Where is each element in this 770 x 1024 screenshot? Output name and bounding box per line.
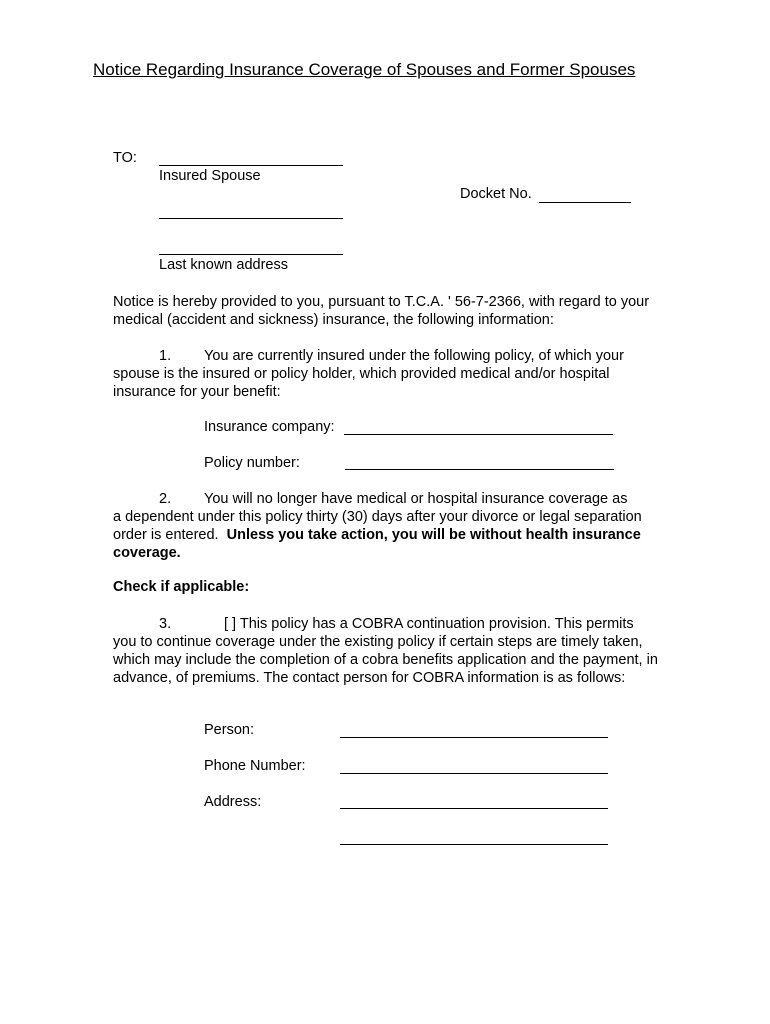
- address-line-1[interactable]: [159, 218, 343, 219]
- policy-number-line[interactable]: [345, 469, 614, 470]
- to-label: TO:: [113, 150, 137, 166]
- last-address-label: Last known address: [159, 257, 288, 273]
- item-2-number: 2.: [159, 491, 172, 507]
- item-1-text: spouse is the insured or policy holder, which provided medical and/or hospital insurance for your benefit:: [113, 366, 610, 400]
- item-3-number: 3.: [159, 616, 172, 632]
- item-3-paragraph: [113, 615, 658, 687]
- insurance-company-label: Insurance company:: [204, 419, 335, 435]
- document-title: Notice Regarding Insurance Coverage of Spouses and Former Spouses: [93, 60, 636, 79]
- person-line[interactable]: [340, 737, 608, 738]
- phone-label: Phone Number:: [204, 758, 306, 774]
- item-3-text: you to continue coverage under the existing policy if certain steps are timely taken, which may include the completion of a cobra benefits application and the payment, in advance, of premiums. The contact person for COBRA information is as follows:: [113, 634, 658, 686]
- phone-line[interactable]: [340, 773, 608, 774]
- item-2-text: a dependent under this policy thirty (30) days after your divorce or legal separation order is entered.: [113, 509, 642, 543]
- item-1-paragraph: [113, 347, 658, 401]
- item-2-paragraph: [113, 490, 658, 562]
- cobra-address-line-1[interactable]: [340, 808, 608, 809]
- item-2-first-line: You will no longer have medical or hospital insurance coverage as: [204, 491, 628, 507]
- check-applicable-heading: Check if applicable:: [113, 579, 250, 595]
- docket-label: Docket No.: [460, 186, 532, 202]
- address-label: Address:: [204, 794, 262, 810]
- insured-spouse-label: Insured Spouse: [159, 168, 261, 184]
- item-1-first-line: You are currently insured under the following policy, of which your: [204, 348, 624, 364]
- person-label: Person:: [204, 722, 254, 738]
- policy-number-label: Policy number:: [204, 455, 300, 471]
- item-3-first-line: [ ] This policy has a COBRA continuation provision. This permits: [224, 616, 634, 632]
- intro-paragraph: Notice is hereby provided to you, pursuant to T.C.A. ' 56-7-2366, with regard to your medical (accident and sickness) insurance, the following information:: [113, 294, 650, 328]
- address-line-2[interactable]: [159, 254, 343, 255]
- insurance-company-line[interactable]: [344, 434, 613, 435]
- item-1-number: 1.: [159, 348, 172, 364]
- item-2-warning: Unless you take action, you will be without health insurance coverage.: [113, 527, 641, 561]
- docket-number-line[interactable]: [539, 202, 631, 203]
- cobra-address-line-2[interactable]: [340, 844, 608, 845]
- to-name-line[interactable]: [159, 165, 343, 166]
